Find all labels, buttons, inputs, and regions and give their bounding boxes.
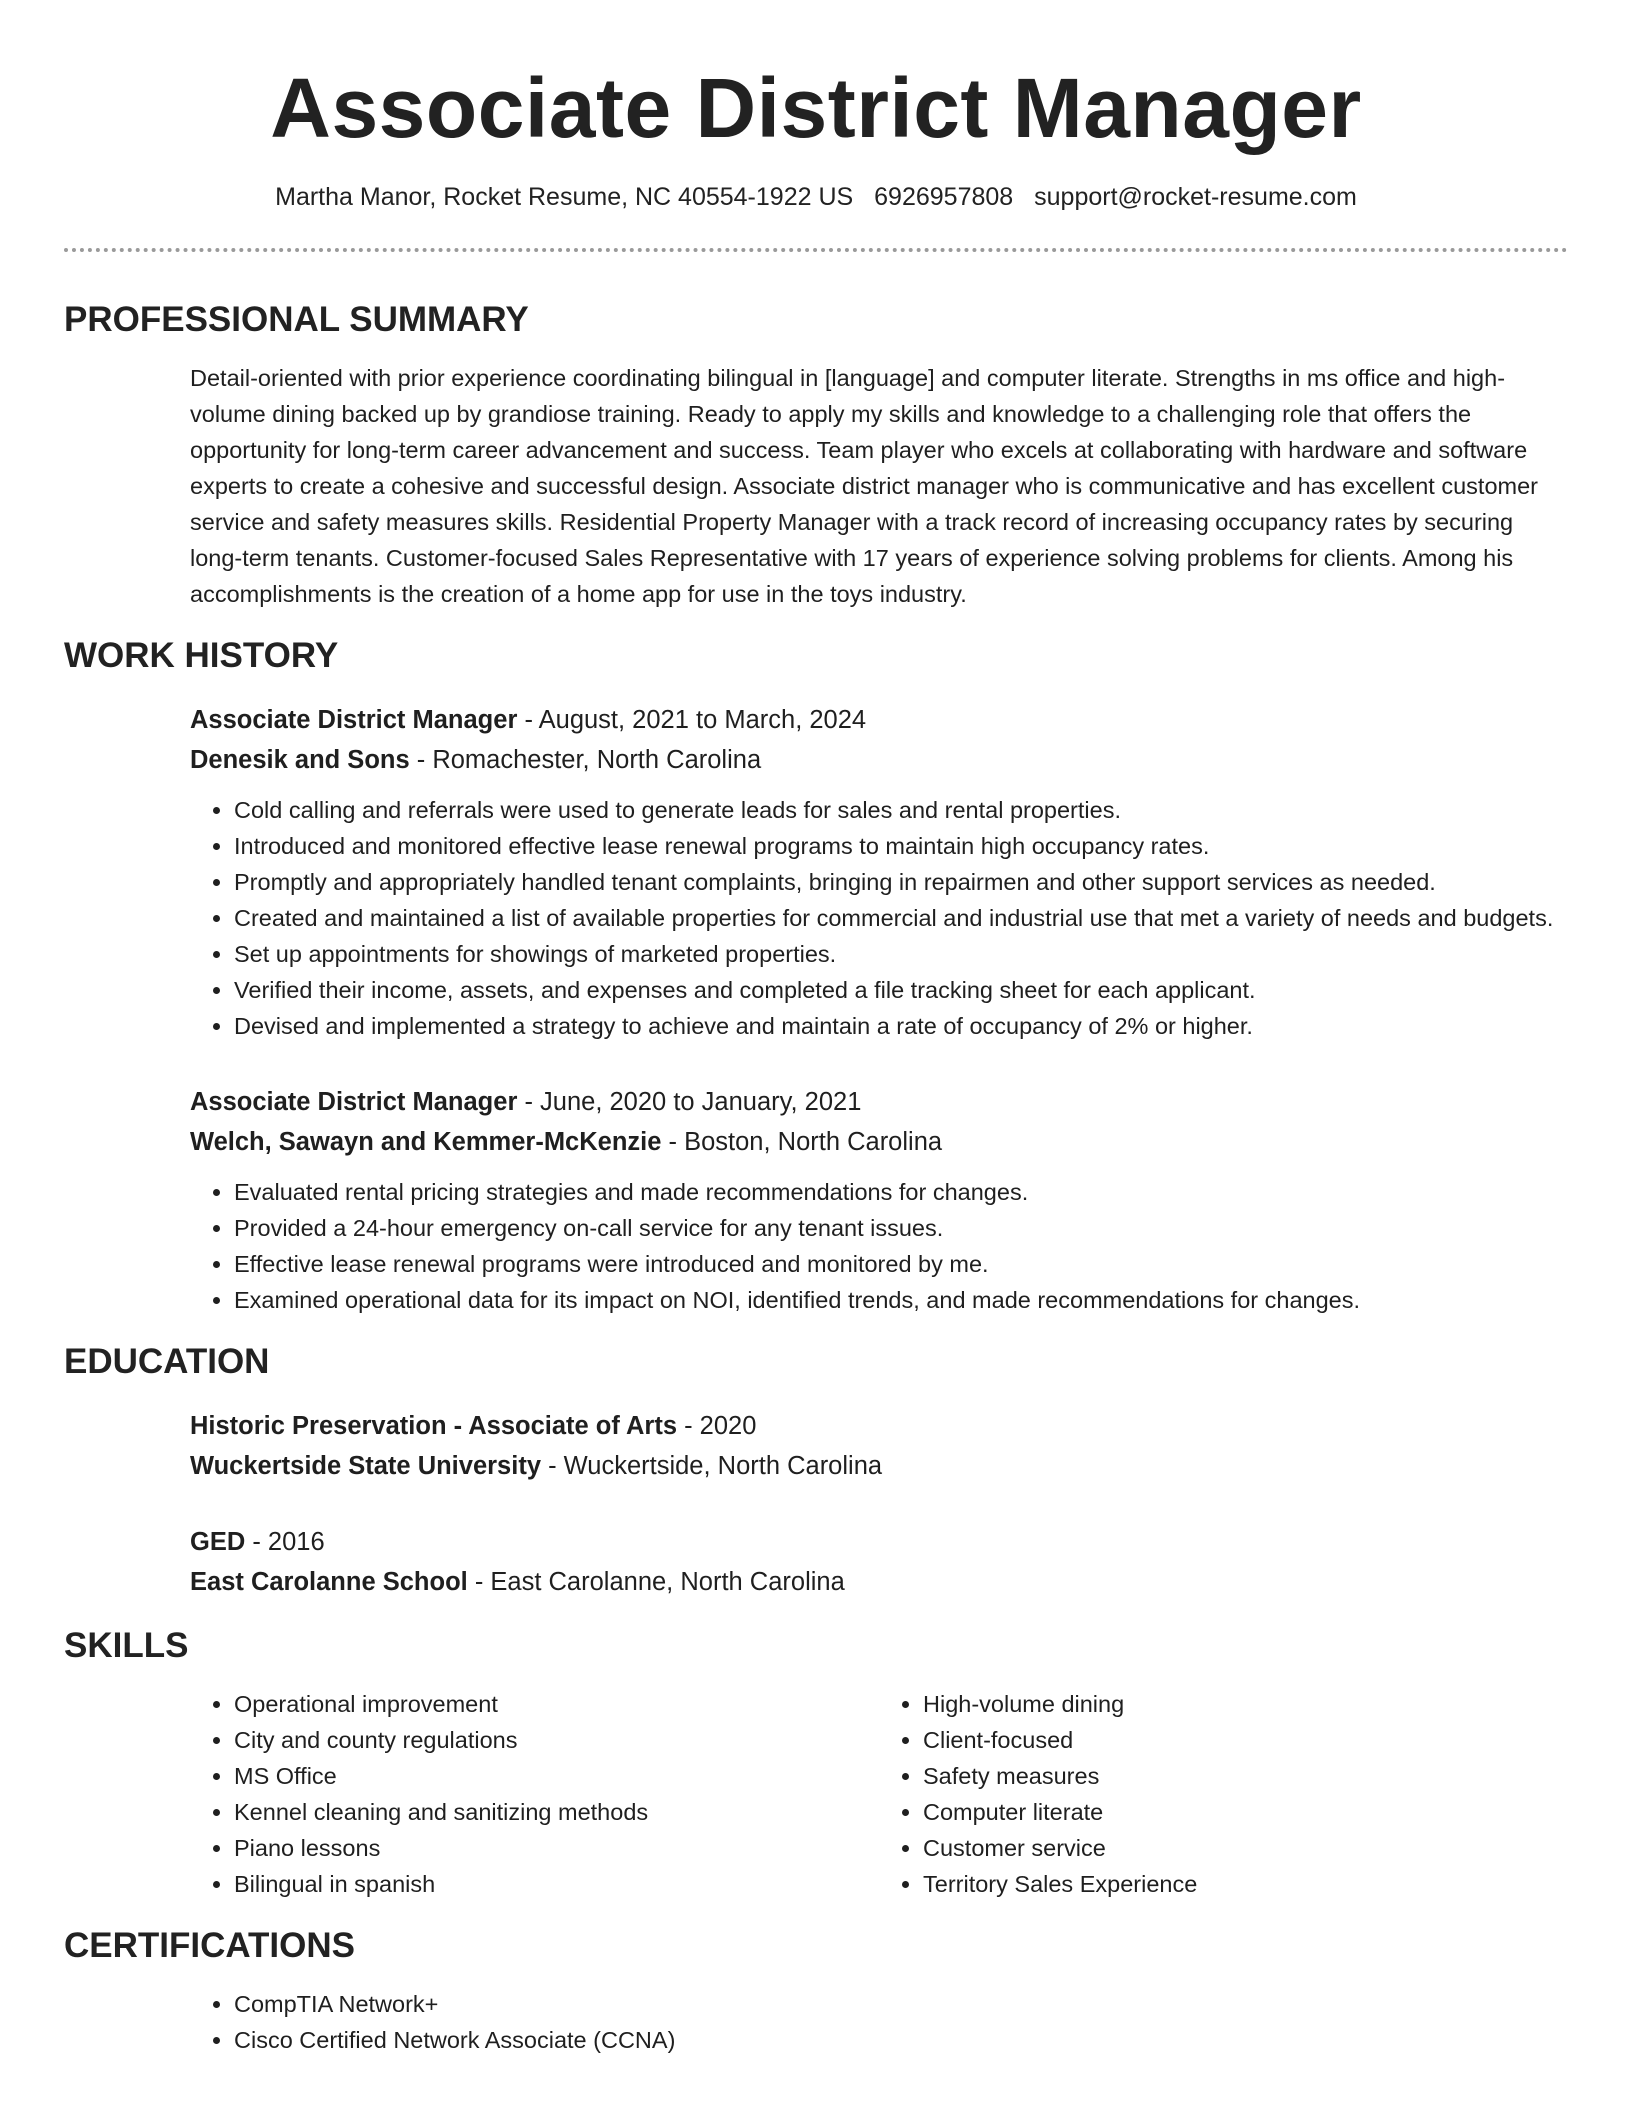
contact-phone: 6926957808 <box>874 183 1014 211</box>
certifications-heading: CERTIFICATIONS <box>64 1926 356 1965</box>
certifications-list <box>190 1986 1568 2058</box>
job-dates: - June, 2020 to January, 2021 <box>517 1088 862 1116</box>
job-company: Denesik and Sons <box>190 746 410 774</box>
job-company-line <box>190 740 1568 780</box>
job-company-line <box>190 1122 1568 1162</box>
certifications-section <box>64 1924 1568 2058</box>
education-section <box>64 1340 1568 1602</box>
summary-heading: PROFESSIONAL SUMMARY <box>64 300 529 339</box>
skills-grid <box>190 1686 1568 1902</box>
job-bullet: • Provided a 24-hour emergency on-call service for any tenant issues. <box>234 1210 1568 1246</box>
skill-item: • Operational improvement <box>234 1686 879 1722</box>
contact-address: Martha Manor, Rocket Resume, NC 40554-1922 US <box>275 183 854 211</box>
skill-item: • MS Office <box>234 1758 879 1794</box>
education-heading: EDUCATION <box>64 1342 270 1381</box>
resume-page <box>64 0 1568 2058</box>
skills-column-right <box>879 1686 1568 1902</box>
job-bullet: • Examined operational data for its impact on NOI, identified trends, and made recommendations for changes. <box>234 1282 1568 1318</box>
summary-section <box>64 298 1568 612</box>
skill-item: • Customer service <box>923 1830 1568 1866</box>
education-location: - Wuckertside, North Carolina <box>541 1452 883 1480</box>
contact-email: support@rocket-resume.com <box>1034 183 1357 211</box>
job-entry <box>190 1082 1568 1318</box>
skill-item: • High-volume dining <box>923 1686 1568 1722</box>
education-location: - East Carolanne, North Carolina <box>467 1568 845 1596</box>
skill-item: • Territory Sales Experience <box>923 1866 1568 1902</box>
job-entry <box>190 700 1568 1044</box>
header-divider <box>64 248 1568 252</box>
skills-section <box>64 1624 1568 1902</box>
job-company: Welch, Sawayn and Kemmer-McKenzie <box>190 1128 662 1156</box>
education-school-line <box>190 1446 1568 1486</box>
job-location: - Romachester, North Carolina <box>409 746 762 774</box>
education-entry <box>190 1406 1568 1486</box>
job-title: Associate District Manager <box>190 1088 518 1116</box>
education-degree-line <box>190 1406 1568 1446</box>
summary-text: Detail-oriented with prior experience coordinating bilingual in [language] and computer literate. Strengths in ms office and high-volume dining backed up by grandiose training. Ready to apply my skills and knowledge to a challenging role that offers the opportunity for long-term career advancement and success. Team player who excels at collaborating with hardware and software experts to create a cohesive and successful design. Associate district manager who is communicative and has excellent customer service and safety measures skills. Residential Property Manager with a track record of increasing occupancy rates by securing long-term tenants. Customer-focused Sales Representative with 17 years of experience solving problems for clients. Among his accomplishments is the creation of a home app for use in the toys industry. <box>190 365 1539 607</box>
certification-item: • Cisco Certified Network Associate (CCNA) <box>234 2022 1568 2058</box>
education-degree-line <box>190 1522 1568 1562</box>
skill-item: • Client-focused <box>923 1722 1568 1758</box>
job-bullets <box>190 1174 1568 1318</box>
education-year: - 2020 <box>677 1412 757 1440</box>
certification-item: • CompTIA Network+ <box>234 1986 1568 2022</box>
education-school: East Carolanne School <box>190 1568 468 1596</box>
job-title-line <box>190 1082 1568 1122</box>
job-bullet: • Cold calling and referrals were used to generate leads for sales and rental properties. <box>234 792 1568 828</box>
job-location: - Boston, North Carolina <box>661 1128 943 1156</box>
job-bullet: • Evaluated rental pricing strategies and made recommendations for changes. <box>234 1174 1568 1210</box>
education-entry <box>190 1522 1568 1602</box>
job-bullet: • Promptly and appropriately handled tenant complaints, bringing in repairmen and other support services as needed. <box>234 864 1568 900</box>
contact-line <box>64 182 1568 212</box>
education-degree: Historic Preservation - Associate of Arts <box>190 1412 678 1440</box>
job-dates: - August, 2021 to March, 2024 <box>517 706 867 734</box>
skill-item: • Computer literate <box>923 1794 1568 1830</box>
education-school-line <box>190 1562 1568 1602</box>
job-bullet: • Created and maintained a list of available properties for commercial and industrial use that met a variety of needs and budgets. <box>234 900 1568 936</box>
skill-item: • City and county regulations <box>234 1722 879 1758</box>
job-bullet: • Introduced and monitored effective lease renewal programs to maintain high occupancy rates. <box>234 828 1568 864</box>
skill-item: • Bilingual in spanish <box>234 1866 879 1902</box>
job-title: Associate District Manager <box>190 706 518 734</box>
job-bullets <box>190 792 1568 1044</box>
work-history-section <box>64 634 1568 1318</box>
resume-title: Associate District Manager <box>270 61 1362 155</box>
job-bullet: • Effective lease renewal programs were introduced and monitored by me. <box>234 1246 1568 1282</box>
education-year: - 2016 <box>245 1528 325 1556</box>
work-history-heading: WORK HISTORY <box>64 636 339 675</box>
education-school: Wuckertside State University <box>190 1452 541 1480</box>
job-bullet: • Verified their income, assets, and expenses and completed a file tracking sheet for each applicant. <box>234 972 1568 1008</box>
skills-heading: SKILLS <box>64 1626 189 1665</box>
job-bullet: • Set up appointments for showings of marketed properties. <box>234 936 1568 972</box>
skills-column-left <box>190 1686 879 1902</box>
skill-item: • Safety measures <box>923 1758 1568 1794</box>
skill-item: • Piano lessons <box>234 1830 879 1866</box>
job-bullet: • Devised and implemented a strategy to achieve and maintain a rate of occupancy of 2% or higher. <box>234 1008 1568 1044</box>
skill-item: • Kennel cleaning and sanitizing methods <box>234 1794 879 1830</box>
education-degree: GED <box>190 1528 246 1556</box>
job-title-line <box>190 700 1568 740</box>
